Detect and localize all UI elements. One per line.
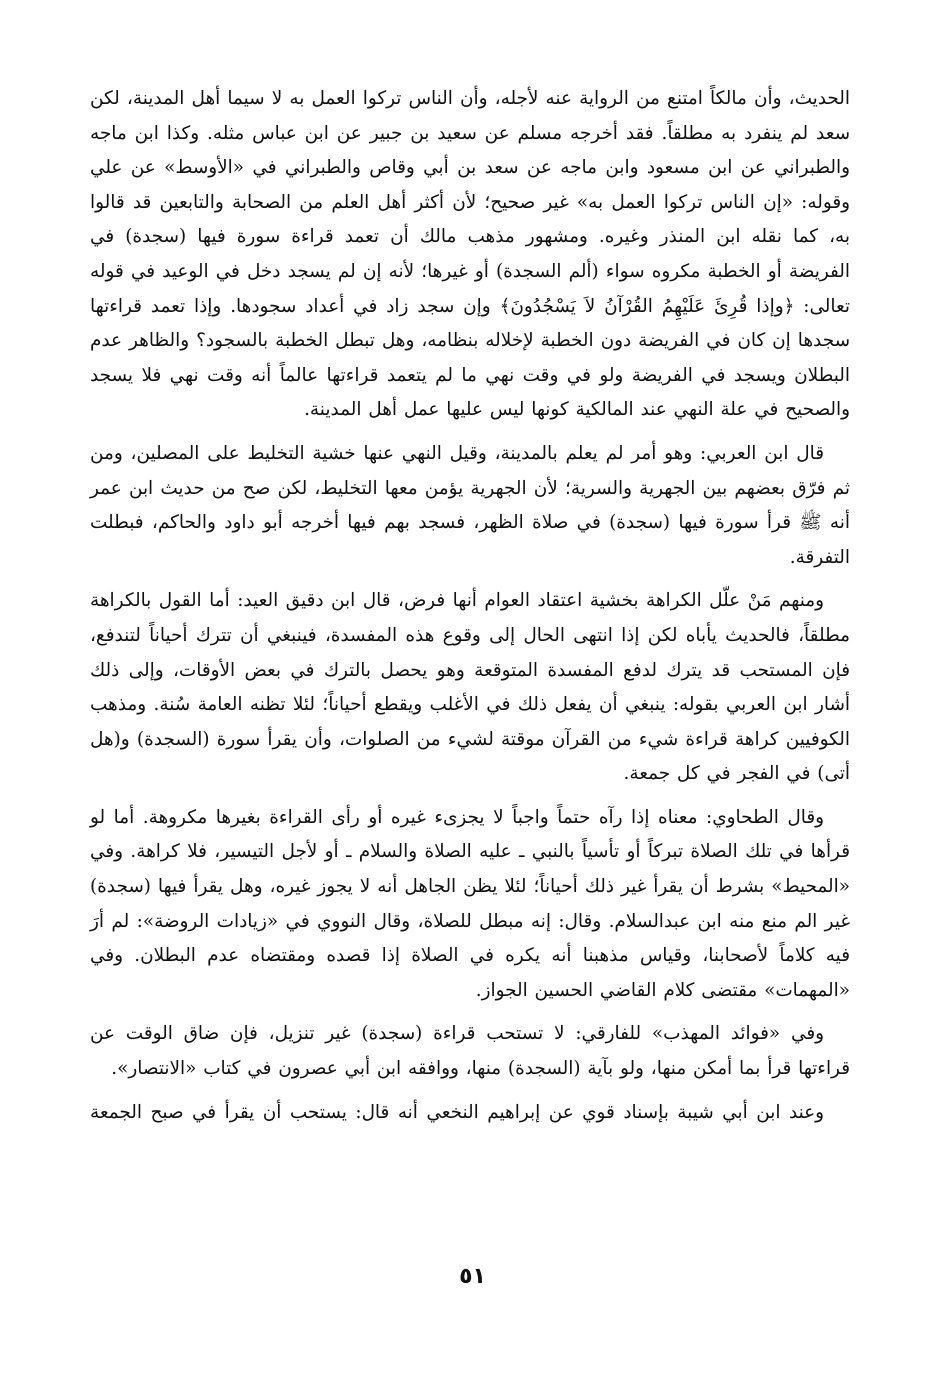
paragraph-2: قال ابن العربي: وهو أمر لم يعلم بالمدينة، وقيل النهي عنها خشية التخليط على المصلين، ومن ثم فرّق بعضهم بين الجهرية والسرية؛ لأن الجهرية يؤمن معها التخليط، لكن صح من حديث ابن عمر أنه ﷺ قرأ سورة فيها (سجدة) في صلاة الظهر، فسجد بهم فيها أخرجه أبو داود والحاكم، فبطلت التفرقة. bbox=[90, 442, 850, 568]
page-number: ٥١ bbox=[459, 1264, 486, 1289]
paragraph-5: وفي «فوائد المهذب» للفارقي: لا تستحب قراءة (سجدة) غير تنزيل، فإن ضاق الوقت عن قراءتها قرأ بما أمكن منها، ولو بآية (السجدة) منها، ووافقه ابن أبي عصرون في كتاب «الانتصار». bbox=[90, 1023, 850, 1080]
paragraph-3: ومنهم مَنْ علّل الكراهة بخشية اعتقاد العوام أنها فرض، قال ابن دقيق العيد: أما القول بالكراهة مطلقاً، فالحديث يأباه لكن إذا انتهى الحال إلى وقوع هذه المفسدة، فينبغي أن تترك أحياناً لتندفع، فإن المستحب قد يترك لدفع المفسدة المتوقعة وهو يحصل بالترك في بعض الأوقات، وإلى ذلك أشار ابن العربي بقوله: ينبغي أن يفعل ذلك في الأغلب ويقطع أحياناً؛ لئلا تظنه العامة سُنة. ومذهب الكوفيين كراهة قراءة شيء من القرآن موقتة لشيء من الصلوات، وأن يقرأ سورة (السجدة) و(هل أتى) في الفجر في كل جمعة. bbox=[90, 590, 850, 785]
paragraph-1: الحديث، وأن مالكاً امتنع من الرواية عنه لأجله، وأن الناس تركوا العمل به لا سيما أهل المدينة، لكن سعد لم ينفرد به مطلقاً. فقد أخرجه مسلم عن سعيد بن جبير عن ابن عباس مثله. وكذا ابن ماجه والطبراني عن ابن مسعود وابن ماجه عن سعد بن أبي وقاص والطبراني في «الأوسط» عن علي وقوله: «إن الناس تركوا العمل به» غير صحيح؛ لأن أكثر أهل العلم من الصحابة والتابعين قد قالوا به، كما نقله ابن المنذر وغيره. ومشهور مذهب مالك أن تعمد قراءة سورة فيها (سجدة) في الفريضة أو الخطبة مكروه سواء (ألم السجدة) أو غيرها؛ لأنه إن لم يسجد دخل في الوعيد في قوله تعالى: ﴿وإذا قُرِئَ عَلَيْهِمُ القُرْآنُ لاَ يَسْجُدُونَ﴾ وإن سجد زاد في أعداد سجودها. وإذا تعمد قراءتها سجدها إن كان في الفريضة دون الخطبة لإخلاله بنظامه، وهل تبطل الخطبة بالسجود؟ والظاهر عدم البطلان ويسجد في الفريضة ولو في وقت نهي ما لم يتعمد قراءتها عالماً أنه وقت نهي فلا يسجد والصحيح في علة النهي عند المالكية كونها ليس عليها عمل أهل المدينة. bbox=[90, 88, 850, 421]
paragraph-4: وقال الطحاوي: معناه إذا رآه حتماً واجباً لا يجزىء غيره أو رأى القراءة بغيرها مكروهة. أما لو قرأها في تلك الصلاة تبركاً أو تأسياً بالنبي ـ عليه الصلاة والسلام ـ أو لأجل التيسير، فلا كراهة. وفي «المحيط» بشرط أن يقرأ غير ذلك أحياناً؛ لئلا يظن الجاهل أنه لا يجوز غيره، وهل يقرأ فيها (سجدة) غير الم منع منه ابن عبدالسلام. وقال: إنه مبطل للصلاة، وقال النووي في «زيادات الروضة»: لم أرَ فيه كلاماً لأصحابنا، وقياس مذهبنا أنه يكره في الصلاة إذا قصده ومقتضاه عدم البطلان. وفي «المهمات» مقتضى كلام القاضي الحسين الجواز. bbox=[90, 806, 850, 1001]
paragraph-6: وعند ابن أبي شيبة بإسناد قوي عن إبراهيم النخعي أنه قال: يستحب أن يقرأ في صبح الجمعة bbox=[90, 1101, 824, 1123]
page-body bbox=[90, 82, 850, 1139]
